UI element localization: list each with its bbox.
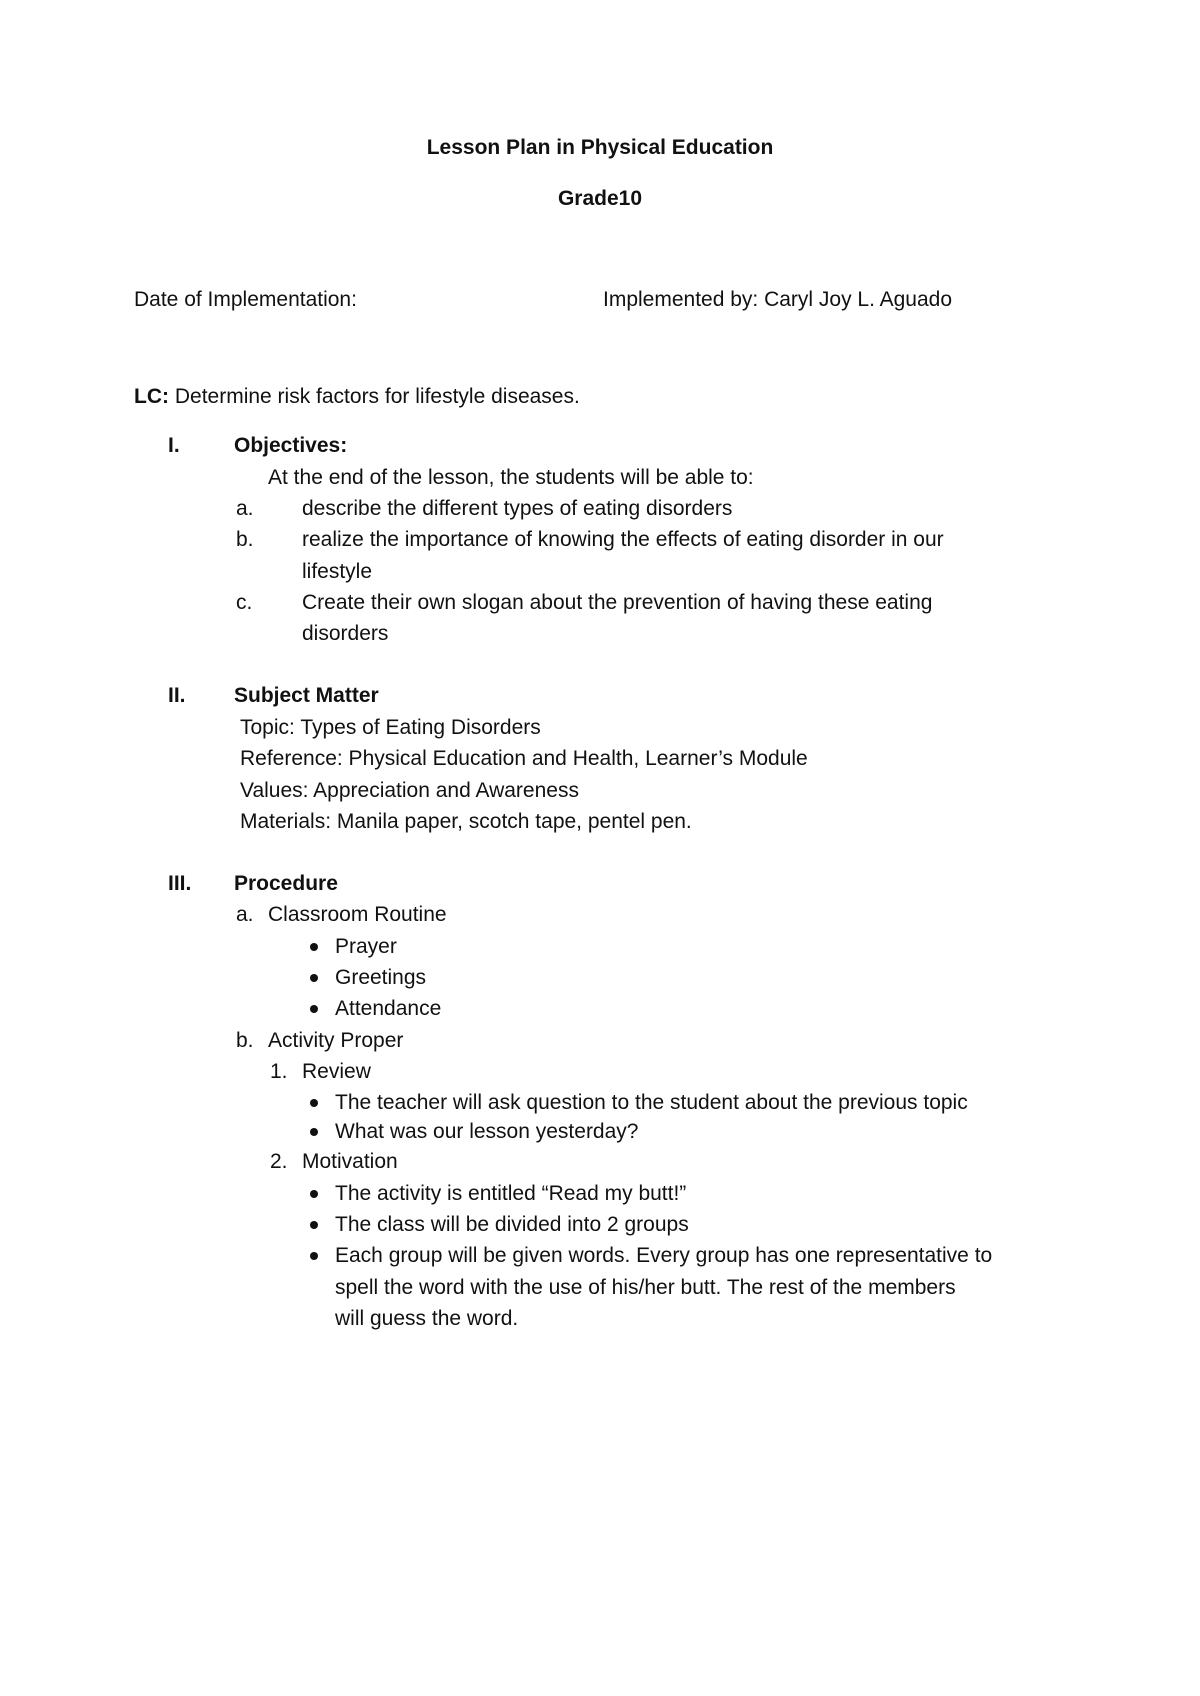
objectives-heading: Objectives:	[234, 434, 348, 457]
review-label: Review	[302, 1060, 371, 1083]
motivation-item: The class will be divided into 2 groups	[335, 1213, 689, 1236]
bullet-icon	[310, 1190, 318, 1198]
objective-item-continued: lifestyle	[302, 560, 373, 583]
procedure-heading: Procedure	[234, 872, 338, 895]
routine-item: Attendance	[335, 997, 442, 1020]
routine-item: Prayer	[335, 935, 397, 958]
review-marker: 1.	[270, 1060, 288, 1083]
lc-label: LC:	[134, 385, 169, 408]
review-item: What was our lesson yesterday?	[335, 1120, 639, 1143]
objective-item: Create their own slogan about the prevention of having these eating	[302, 591, 933, 614]
motivation-item-continued: spell the word with the use of his/her butt. The rest of the members	[335, 1276, 956, 1299]
page-title: Lesson Plan in Physical Education	[426, 136, 774, 159]
subject-topic: Topic: Types of Eating Disorders	[240, 716, 541, 739]
objectives-numeral: I.	[168, 434, 180, 457]
activity-label: Activity Proper	[268, 1029, 404, 1052]
implemented-by: Implemented by: Caryl Joy L. Aguado	[603, 288, 953, 311]
motivation-item: Each group will be given words. Every group has one representative to	[335, 1244, 993, 1267]
subject-materials: Materials: Manila paper, scotch tape, pentel pen.	[240, 810, 692, 833]
bullet-icon	[310, 1005, 318, 1013]
subject-matter-numeral: II.	[168, 684, 186, 707]
objective-item: realize the importance of knowing the effects of eating disorder in our	[302, 528, 944, 551]
bullet-icon	[310, 1252, 318, 1260]
motivation-item: The activity is entitled “Read my butt!”	[335, 1182, 687, 1205]
bullet-icon	[310, 1099, 318, 1107]
routine-label: Classroom Routine	[268, 903, 447, 926]
objective-marker: c.	[236, 591, 253, 614]
objective-marker: a.	[236, 497, 254, 520]
bullet-icon	[310, 974, 318, 982]
bullet-icon	[310, 1128, 318, 1136]
bullet-icon	[310, 943, 318, 951]
objectives-intro: At the end of the lesson, the students will be able to:	[268, 466, 754, 489]
review-item: The teacher will ask question to the student about the previous topic	[335, 1091, 968, 1114]
routine-item: Greetings	[335, 966, 427, 989]
bullet-icon	[310, 1221, 318, 1229]
motivation-marker: 2.	[270, 1150, 288, 1173]
routine-marker: a.	[236, 903, 254, 926]
subject-values: Values: Appreciation and Awareness	[240, 779, 579, 802]
subject-reference: Reference: Physical Education and Health, Learner’s Module	[240, 747, 808, 770]
motivation-label: Motivation	[302, 1150, 398, 1173]
objective-item: describe the different types of eating disorders	[302, 497, 733, 520]
motivation-item-continued: will guess the word.	[335, 1307, 519, 1330]
lc-text: Determine risk factors for lifestyle diseases.	[174, 385, 580, 408]
procedure-numeral: III.	[168, 872, 192, 895]
grade-label: Grade10	[557, 187, 643, 210]
activity-marker: b.	[236, 1029, 254, 1052]
subject-matter-heading: Subject Matter	[234, 684, 379, 707]
learning-competency	[134, 386, 580, 407]
date-of-implementation: Date of Implementation:	[134, 288, 357, 311]
objective-item-continued: disorders	[302, 622, 389, 645]
objective-marker: b.	[236, 528, 254, 551]
